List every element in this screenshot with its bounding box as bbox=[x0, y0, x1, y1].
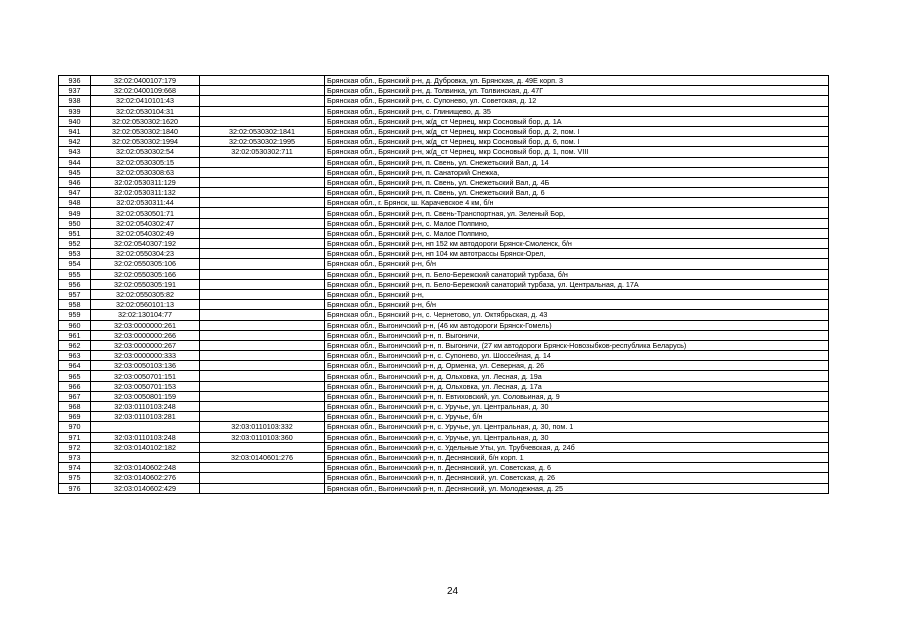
cadastral-number-cell: 32:02:0530104:31 bbox=[91, 106, 200, 116]
address-cell: Брянская обл., Брянский р-н, п. Свень, ул. Снежетьский Вал, д. 6 bbox=[325, 188, 829, 198]
table-row bbox=[59, 381, 829, 391]
cadastral-number-cell: 32:02:0560101:13 bbox=[91, 300, 200, 310]
address-cell: Брянская обл., Выгоничский р-н, п. Деснянский, б/н корп. 1 bbox=[325, 452, 829, 462]
related-cadastral-cell bbox=[200, 310, 325, 320]
table-row bbox=[59, 126, 829, 136]
row-number-cell: 941 bbox=[59, 126, 91, 136]
table-row bbox=[59, 116, 829, 126]
related-cadastral-cell bbox=[200, 76, 325, 86]
row-number-cell: 943 bbox=[59, 147, 91, 157]
related-cadastral-cell bbox=[200, 116, 325, 126]
address-cell: Брянская обл., Выгоничский р-н, п. Деснянский, ул. Советская, д. 6 bbox=[325, 463, 829, 473]
address-cell: Брянская обл., Брянский р-н, ж/д_ст Чернец, мкр Сосновый бор, д. 2, пом. I bbox=[325, 126, 829, 136]
address-cell: Брянская обл., Брянский р-н, п. Бело-Бережский санаторий турбаза, б/н bbox=[325, 269, 829, 279]
address-cell: Брянская обл., Выгоничский р-н, п. Евтиховский, ул. Соловьиная, д. 9 bbox=[325, 391, 829, 401]
row-number-cell: 976 bbox=[59, 483, 91, 493]
cadastral-number-cell: 32:03:0110103:248 bbox=[91, 432, 200, 442]
row-number-cell: 961 bbox=[59, 330, 91, 340]
table-row bbox=[59, 473, 829, 483]
address-cell: Брянская обл., Брянский р-н, б/н bbox=[325, 300, 829, 310]
table-row bbox=[59, 259, 829, 269]
row-number-cell: 971 bbox=[59, 432, 91, 442]
related-cadastral-cell: 32:02:0530302:711 bbox=[200, 147, 325, 157]
address-cell: Брянская обл., Выгоничский р-н, п. Выгоничи, (27 км автодороги Брянск-Новозыбков-республика Беларусь) bbox=[325, 340, 829, 350]
cadastral-number-cell: 32:02:0550304:23 bbox=[91, 249, 200, 259]
table-row bbox=[59, 208, 829, 218]
row-number-cell: 945 bbox=[59, 167, 91, 177]
table-row bbox=[59, 198, 829, 208]
table-row bbox=[59, 96, 829, 106]
address-cell: Брянская обл., Брянский р-н, с. Супонево, ул. Советская, д. 12 bbox=[325, 96, 829, 106]
cadastral-number-cell: 32:03:0050103:136 bbox=[91, 361, 200, 371]
related-cadastral-cell bbox=[200, 473, 325, 483]
related-cadastral-cell bbox=[200, 330, 325, 340]
related-cadastral-cell bbox=[200, 371, 325, 381]
row-number-cell: 947 bbox=[59, 188, 91, 198]
related-cadastral-cell bbox=[200, 157, 325, 167]
row-number-cell: 942 bbox=[59, 137, 91, 147]
table-row bbox=[59, 310, 829, 320]
table-row bbox=[59, 218, 829, 228]
related-cadastral-cell bbox=[200, 463, 325, 473]
table-row bbox=[59, 269, 829, 279]
table-row bbox=[59, 279, 829, 289]
related-cadastral-cell bbox=[200, 177, 325, 187]
cadastral-number-cell: 32:02:0530305:15 bbox=[91, 157, 200, 167]
row-number-cell: 962 bbox=[59, 340, 91, 350]
cadastral-number-cell: 32:03:0000000:333 bbox=[91, 351, 200, 361]
related-cadastral-cell bbox=[200, 402, 325, 412]
address-cell: Брянская обл., Выгоничский р-н, п. Деснянский, ул. Молодежная, д. 25 bbox=[325, 483, 829, 493]
cadastral-number-cell: 32:02:0530501:71 bbox=[91, 208, 200, 218]
cadastral-number-cell: 32:03:0000000:261 bbox=[91, 320, 200, 330]
table-row bbox=[59, 239, 829, 249]
cadastral-number-cell: 32:02:0530308:63 bbox=[91, 167, 200, 177]
row-number-cell: 949 bbox=[59, 208, 91, 218]
address-cell: Брянская обл., Брянский р-н, ж/д_ст Чернец, мкр Сосновый бор, д. 1А bbox=[325, 116, 829, 126]
cadastral-number-cell: 32:02:0550305:191 bbox=[91, 279, 200, 289]
row-number-cell: 963 bbox=[59, 351, 91, 361]
address-cell: Брянская обл., Брянский р-н, п. Свень, ул. Снежетьский Вал, д. 4Б bbox=[325, 177, 829, 187]
cadastral-number-cell: 32:02:0530311:44 bbox=[91, 198, 200, 208]
cadastral-number-cell: 32:02:0530302:54 bbox=[91, 147, 200, 157]
table-row bbox=[59, 483, 829, 493]
address-cell: Брянская обл., Брянский р-н, д. Толвинка, ул. Толвинская, д. 47Г bbox=[325, 86, 829, 96]
row-number-cell: 972 bbox=[59, 442, 91, 452]
related-cadastral-cell bbox=[200, 300, 325, 310]
table-row bbox=[59, 412, 829, 422]
table-row bbox=[59, 330, 829, 340]
cadastral-number-cell: 32:02:130104:77 bbox=[91, 310, 200, 320]
address-cell: Брянская обл., Брянский р-н, п. Свень, ул. Снежетьский Вал, д. 14 bbox=[325, 157, 829, 167]
address-cell: Брянская обл., Брянский р-н, bbox=[325, 289, 829, 299]
row-number-cell: 974 bbox=[59, 463, 91, 473]
row-number-cell: 952 bbox=[59, 239, 91, 249]
related-cadastral-cell bbox=[200, 218, 325, 228]
row-number-cell: 973 bbox=[59, 452, 91, 462]
table-row bbox=[59, 300, 829, 310]
cadastral-number-cell: 32:02:0550305:166 bbox=[91, 269, 200, 279]
table-row bbox=[59, 432, 829, 442]
address-cell: Брянская обл., Брянский р-н, нп 104 км автотрассы Брянск-Орел, bbox=[325, 249, 829, 259]
related-cadastral-cell bbox=[200, 239, 325, 249]
cadastral-number-cell: 32:02:0400109:668 bbox=[91, 86, 200, 96]
cadastral-number-cell: 32:02:0530302:1620 bbox=[91, 116, 200, 126]
address-cell: Брянская обл., Выгоничский р-н, д. Ольховка, ул. Лесная, д. 19а bbox=[325, 371, 829, 381]
row-number-cell: 955 bbox=[59, 269, 91, 279]
related-cadastral-cell bbox=[200, 340, 325, 350]
row-number-cell: 936 bbox=[59, 76, 91, 86]
address-cell: Брянская обл., Выгоничский р-н, с. Уручье, ул. Центральная, д. 30, пом. 1 bbox=[325, 422, 829, 432]
row-number-cell: 975 bbox=[59, 473, 91, 483]
table-row bbox=[59, 402, 829, 412]
address-cell: Брянская обл., Брянский р-н, ж/д_ст Чернец, мкр Сосновый бор, д. 6, пом. I bbox=[325, 137, 829, 147]
row-number-cell: 959 bbox=[59, 310, 91, 320]
address-cell: Брянская обл., Выгоничский р-н, с. Удельные Уты, ул. Трубчевская, д. 24б bbox=[325, 442, 829, 452]
cadastral-number-cell: 32:03:0050701:151 bbox=[91, 371, 200, 381]
row-number-cell: 967 bbox=[59, 391, 91, 401]
address-cell: Брянская обл., Выгоничский р-н, п. Деснянский, ул. Советская, д. 26 bbox=[325, 473, 829, 483]
related-cadastral-cell bbox=[200, 320, 325, 330]
address-cell: Брянская обл., Выгоничский р-н, д. Орменка, ул. Северная, д. 26 bbox=[325, 361, 829, 371]
address-cell: Брянская обл., Выгоничский р-н, (46 км автодороги Брянск-Гомель) bbox=[325, 320, 829, 330]
cadastral-number-cell bbox=[91, 452, 200, 462]
address-cell: Брянская обл., Выгоничский р-н, с. Уручье, б/н bbox=[325, 412, 829, 422]
related-cadastral-cell bbox=[200, 381, 325, 391]
table-row bbox=[59, 147, 829, 157]
related-cadastral-cell bbox=[200, 442, 325, 452]
table-row bbox=[59, 340, 829, 350]
address-cell: Брянская обл., Брянский р-н, б/н bbox=[325, 259, 829, 269]
table-row bbox=[59, 177, 829, 187]
related-cadastral-cell bbox=[200, 188, 325, 198]
row-number-cell: 950 bbox=[59, 218, 91, 228]
table-row bbox=[59, 289, 829, 299]
related-cadastral-cell bbox=[200, 167, 325, 177]
cadastral-number-cell: 32:03:0050701:153 bbox=[91, 381, 200, 391]
table-row bbox=[59, 422, 829, 432]
row-number-cell: 956 bbox=[59, 279, 91, 289]
cadastral-number-cell bbox=[91, 422, 200, 432]
table-row bbox=[59, 442, 829, 452]
address-cell: Брянская обл., Брянский р-н, п. Свень-Транспортная, ул. Зеленый Бор, bbox=[325, 208, 829, 218]
table-row bbox=[59, 228, 829, 238]
address-cell: Брянская обл., Брянский р-н, п. Санаторий Снежка, bbox=[325, 167, 829, 177]
address-cell: Брянская обл., Выгоничский р-н, с. Супонево, ул. Шоссейная, д. 14 bbox=[325, 351, 829, 361]
row-number-cell: 948 bbox=[59, 198, 91, 208]
address-cell: Брянская обл., Выгоничский р-н, п. Выгоничи, bbox=[325, 330, 829, 340]
cadastral-number-cell: 32:02:0540307:192 bbox=[91, 239, 200, 249]
registry-table bbox=[58, 75, 829, 494]
row-number-cell: 944 bbox=[59, 157, 91, 167]
address-cell: Брянская обл., Брянский р-н, с. Малое Полпино, bbox=[325, 228, 829, 238]
cadastral-number-cell: 32:03:0110103:281 bbox=[91, 412, 200, 422]
related-cadastral-cell bbox=[200, 86, 325, 96]
address-cell: Брянская обл., Выгоничский р-н, д. Ольховка, ул. Лесная, д. 17а bbox=[325, 381, 829, 391]
row-number-cell: 940 bbox=[59, 116, 91, 126]
related-cadastral-cell bbox=[200, 228, 325, 238]
cadastral-number-cell: 32:03:0110103:248 bbox=[91, 402, 200, 412]
cadastral-number-cell: 32:03:0140602:248 bbox=[91, 463, 200, 473]
related-cadastral-cell: 32:03:0110103:332 bbox=[200, 422, 325, 432]
cadastral-number-cell: 32:02:0540302:47 bbox=[91, 218, 200, 228]
related-cadastral-cell bbox=[200, 96, 325, 106]
related-cadastral-cell bbox=[200, 269, 325, 279]
cadastral-number-cell: 32:03:0140602:429 bbox=[91, 483, 200, 493]
related-cadastral-cell: 32:02:0530302:1995 bbox=[200, 137, 325, 147]
cadastral-number-cell: 32:03:0140602:276 bbox=[91, 473, 200, 483]
table-row bbox=[59, 188, 829, 198]
row-number-cell: 969 bbox=[59, 412, 91, 422]
row-number-cell: 957 bbox=[59, 289, 91, 299]
cadastral-number-cell: 32:02:0550305:82 bbox=[91, 289, 200, 299]
cadastral-number-cell: 32:02:0530302:1994 bbox=[91, 137, 200, 147]
related-cadastral-cell bbox=[200, 391, 325, 401]
related-cadastral-cell: 32:03:0110103:360 bbox=[200, 432, 325, 442]
related-cadastral-cell: 32:03:0140601:276 bbox=[200, 452, 325, 462]
row-number-cell: 937 bbox=[59, 86, 91, 96]
related-cadastral-cell bbox=[200, 259, 325, 269]
row-number-cell: 965 bbox=[59, 371, 91, 381]
related-cadastral-cell bbox=[200, 289, 325, 299]
related-cadastral-cell bbox=[200, 351, 325, 361]
cadastral-number-cell: 32:03:0000000:266 bbox=[91, 330, 200, 340]
related-cadastral-cell bbox=[200, 208, 325, 218]
cadastral-number-cell: 32:02:0550305:106 bbox=[91, 259, 200, 269]
related-cadastral-cell bbox=[200, 412, 325, 422]
cadastral-number-cell: 32:02:0400107:179 bbox=[91, 76, 200, 86]
cadastral-number-cell: 32:03:0140102:182 bbox=[91, 442, 200, 452]
address-cell: Брянская обл., Брянский р-н, с. Глинищево, д. 35 bbox=[325, 106, 829, 116]
address-cell: Брянская обл., Брянский р-н, п. Бело-Бережский санаторий турбаза, ул. Центральная, д. 17А bbox=[325, 279, 829, 289]
cadastral-number-cell: 32:02:0530311:132 bbox=[91, 188, 200, 198]
table-row bbox=[59, 463, 829, 473]
related-cadastral-cell bbox=[200, 361, 325, 371]
table-row bbox=[59, 361, 829, 371]
row-number-cell: 938 bbox=[59, 96, 91, 106]
related-cadastral-cell bbox=[200, 198, 325, 208]
related-cadastral-cell: 32:02:0530302:1841 bbox=[200, 126, 325, 136]
row-number-cell: 968 bbox=[59, 402, 91, 412]
address-cell: Брянская обл., Брянский р-н, с. Чернетово, ул. Октябрьская, д. 43 bbox=[325, 310, 829, 320]
address-cell: Брянская обл., Выгоничский р-н, с. Уручье, ул. Центральная, д. 30 bbox=[325, 402, 829, 412]
table-row bbox=[59, 452, 829, 462]
registry-table-body bbox=[59, 76, 829, 494]
cadastral-number-cell: 32:02:0530302:1840 bbox=[91, 126, 200, 136]
row-number-cell: 953 bbox=[59, 249, 91, 259]
address-cell: Брянская обл., Брянский р-н, д. Дубровка, ул. Брянская, д. 49Е корп. 3 bbox=[325, 76, 829, 86]
cadastral-number-cell: 32:02:0530311:129 bbox=[91, 177, 200, 187]
table-row bbox=[59, 137, 829, 147]
table-row bbox=[59, 391, 829, 401]
page-number: 24 bbox=[446, 586, 459, 597]
cadastral-number-cell: 32:02:0540302:49 bbox=[91, 228, 200, 238]
table-row bbox=[59, 371, 829, 381]
table-row bbox=[59, 351, 829, 361]
table-row bbox=[59, 157, 829, 167]
row-number-cell: 964 bbox=[59, 361, 91, 371]
row-number-cell: 954 bbox=[59, 259, 91, 269]
address-cell: Брянская обл., Выгоничский р-н, с. Уручье, ул. Центральная, д. 30 bbox=[325, 432, 829, 442]
row-number-cell: 951 bbox=[59, 228, 91, 238]
table-row bbox=[59, 249, 829, 259]
cadastral-number-cell: 32:03:0050801:159 bbox=[91, 391, 200, 401]
cadastral-number-cell: 32:02:0410101:43 bbox=[91, 96, 200, 106]
address-cell: Брянская обл., Брянский р-н, нп 152 км автодороги Брянск-Смоленск, б/н bbox=[325, 239, 829, 249]
row-number-cell: 966 bbox=[59, 381, 91, 391]
row-number-cell: 960 bbox=[59, 320, 91, 330]
table-row bbox=[59, 320, 829, 330]
related-cadastral-cell bbox=[200, 106, 325, 116]
row-number-cell: 970 bbox=[59, 422, 91, 432]
address-cell: Брянская обл., Брянский р-н, ж/д_ст Чернец, мкр Сосновый бор, д. 1, пом. VIII bbox=[325, 147, 829, 157]
row-number-cell: 939 bbox=[59, 106, 91, 116]
related-cadastral-cell bbox=[200, 483, 325, 493]
table-row bbox=[59, 167, 829, 177]
table-row bbox=[59, 106, 829, 116]
table-row bbox=[59, 76, 829, 86]
cadastral-number-cell: 32:03:0000000:267 bbox=[91, 340, 200, 350]
related-cadastral-cell bbox=[200, 279, 325, 289]
row-number-cell: 958 bbox=[59, 300, 91, 310]
table-row bbox=[59, 86, 829, 96]
row-number-cell: 946 bbox=[59, 177, 91, 187]
related-cadastral-cell bbox=[200, 249, 325, 259]
address-cell: Брянская обл., г. Брянск, ш. Карачевское 4 км, б/н bbox=[325, 198, 829, 208]
address-cell: Брянская обл., Брянский р-н, с. Малое Полпино, bbox=[325, 218, 829, 228]
